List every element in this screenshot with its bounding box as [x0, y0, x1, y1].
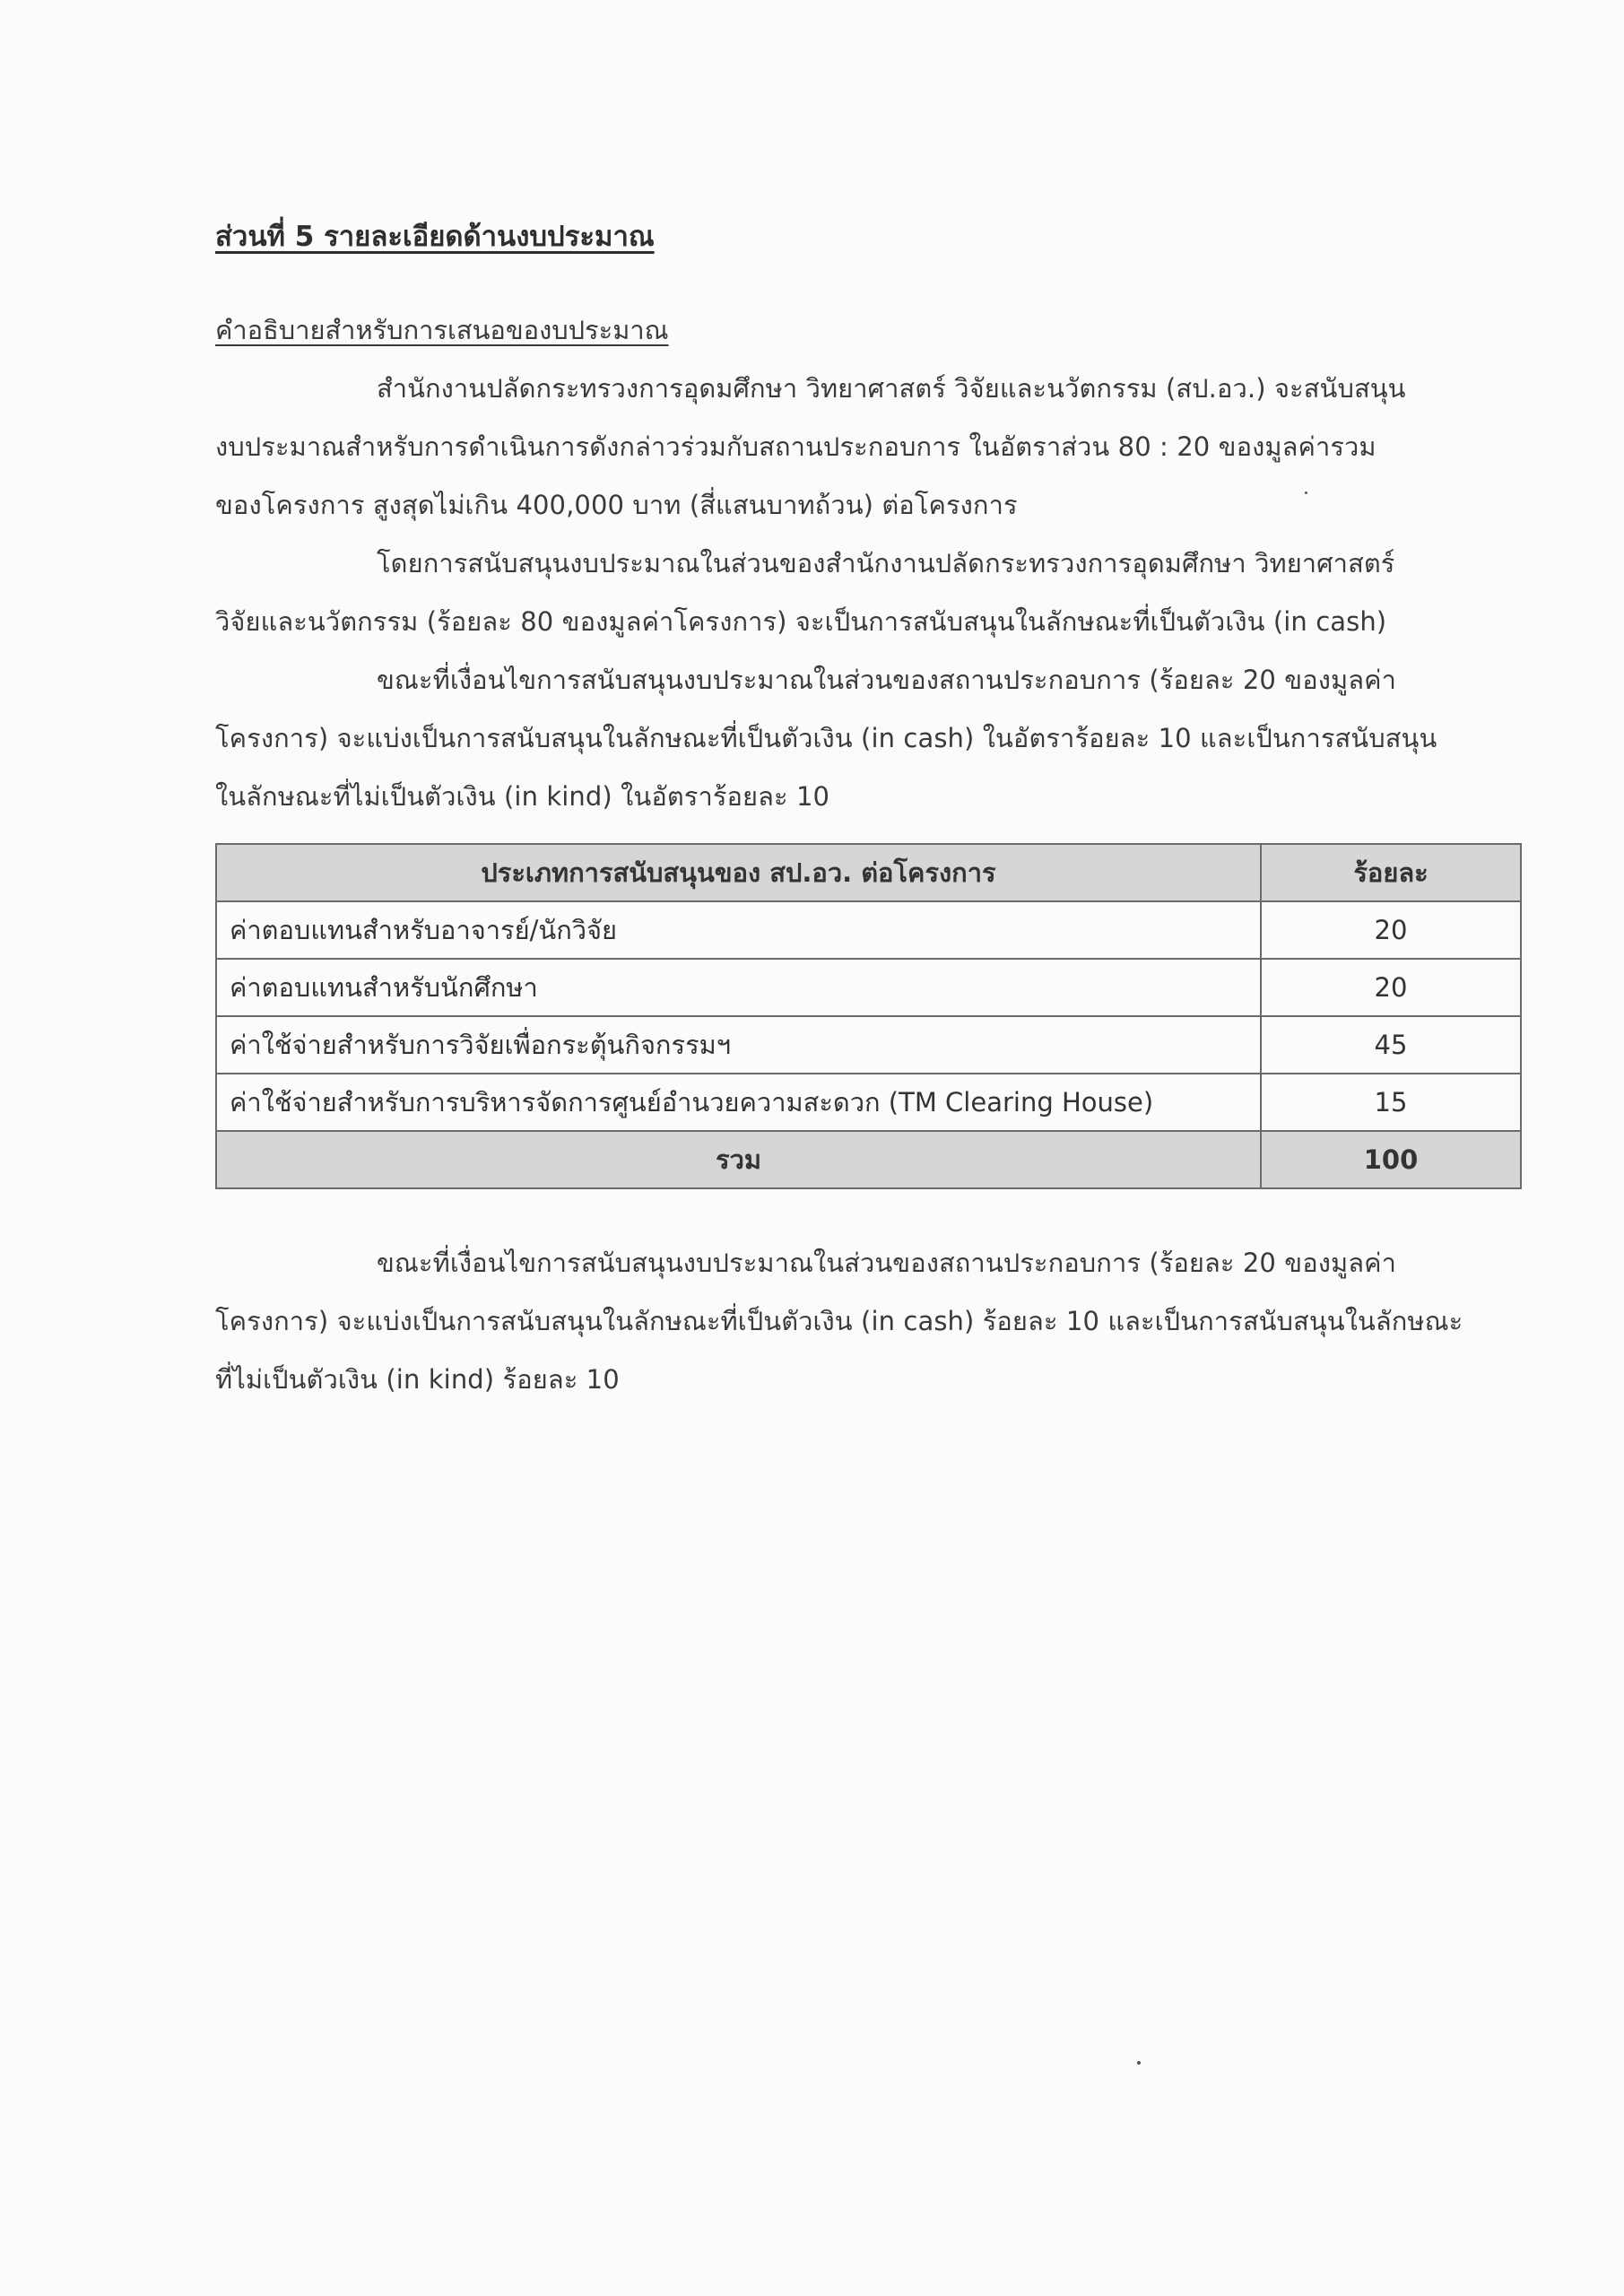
table-cell-value: 20: [1261, 959, 1521, 1016]
table-cell-label: ค่าตอบแทนสำหรับนักศึกษา: [216, 959, 1261, 1016]
table-cell-label: ค่าตอบแทนสำหรับอาจารย์/นักวิจัย: [216, 901, 1261, 959]
paragraph3-line2: โครงการ) จะแบ่งเป็นการสนับสนุนในลักษณะที่เป็นตัวเงิน (in cash) ในอัตราร้อยละ 10 และเป็นการสนับสนุน: [215, 723, 1437, 753]
budget-table: [215, 843, 1522, 1189]
table-row: [216, 1016, 1521, 1074]
table-cell-label: ค่าใช้จ่ายสำหรับการบริหารจัดการศูนย์อำนวยความสะดวก (TM Clearing House): [216, 1074, 1261, 1131]
paragraph1-line1: สำนักงานปลัดกระทรวงการอุดมศึกษา วิทยาศาสตร์ วิจัยและนวัตกรรม (สป.อว.) จะสนับสนุน: [377, 373, 1406, 404]
table-total-value: 100: [1261, 1131, 1521, 1188]
table-header-type: ประเภทการสนับสนุนของ สป.อว. ต่อโครงการ: [216, 844, 1261, 901]
table-header-row: [216, 844, 1521, 901]
table-total-row: [216, 1131, 1521, 1188]
paragraph2-line1: โดยการสนับสนุนงบประมาณในส่วนของสำนักงานปลัดกระทรวงการอุดมศึกษา วิทยาศาสตร์: [377, 548, 1395, 578]
table-cell-value: 15: [1261, 1074, 1521, 1131]
table-row: [216, 901, 1521, 959]
table-cell-label: ค่าใช้จ่ายสำหรับการวิจัยเพื่อกระตุ้นกิจกรรมฯ: [216, 1016, 1261, 1074]
paragraph4-line1: ขณะที่เงื่อนไขการสนับสนุนงบประมาณในส่วนของสถานประกอบการ (ร้อยละ 20 ของมูลค่า: [377, 1248, 1396, 1278]
paragraph3-line3: ในลักษณะที่ไม่เป็นตัวเงิน (in kind) ในอัตราร้อยละ 10: [215, 781, 830, 812]
paragraph1-line3: ของโครงการ สูงสุดไม่เกิน 400,000 บาท (สี่แสนบาทถ้วน) ต่อโครงการ: [215, 490, 1018, 520]
table-row: [216, 959, 1521, 1016]
section-title: ส่วนที่ 5 รายละเอียดด้านงบประมาณ: [215, 221, 655, 253]
scan-speck: [1137, 2061, 1141, 2065]
table-cell-value: 20: [1261, 901, 1521, 959]
scan-speck: [1305, 491, 1307, 494]
table-header-percent: ร้อยละ: [1261, 844, 1521, 901]
subtitle: คำอธิบายสำหรับการเสนอของบประมาณ: [215, 315, 669, 345]
paragraph4-line3: ที่ไม่เป็นตัวเงิน (in kind) ร้อยละ 10: [215, 1364, 620, 1395]
table-total-label: รวม: [216, 1131, 1261, 1188]
paragraph2-line2: วิจัยและนวัตกรรม (ร้อยละ 80 ของมูลค่าโครงการ) จะเป็นการสนับสนุนในลักษณะที่เป็นตัวเงิน (in cash): [215, 606, 1387, 637]
table-row: [216, 1074, 1521, 1131]
paragraph4-line2: โครงการ) จะแบ่งเป็นการสนับสนุนในลักษณะที่เป็นตัวเงิน (in cash) ร้อยละ 10 และเป็นการสนับสนุนในลักษณะ: [215, 1306, 1463, 1336]
table-cell-value: 45: [1261, 1016, 1521, 1074]
paragraph1-line2: งบประมาณสำหรับการดำเนินการดังกล่าวร่วมกับสถานประกอบการ ในอัตราส่วน 80 : 20 ของมูลค่ารวม: [215, 431, 1376, 462]
paragraph3-line1: ขณะที่เงื่อนไขการสนับสนุนงบประมาณในส่วนของสถานประกอบการ (ร้อยละ 20 ของมูลค่า: [377, 665, 1396, 695]
